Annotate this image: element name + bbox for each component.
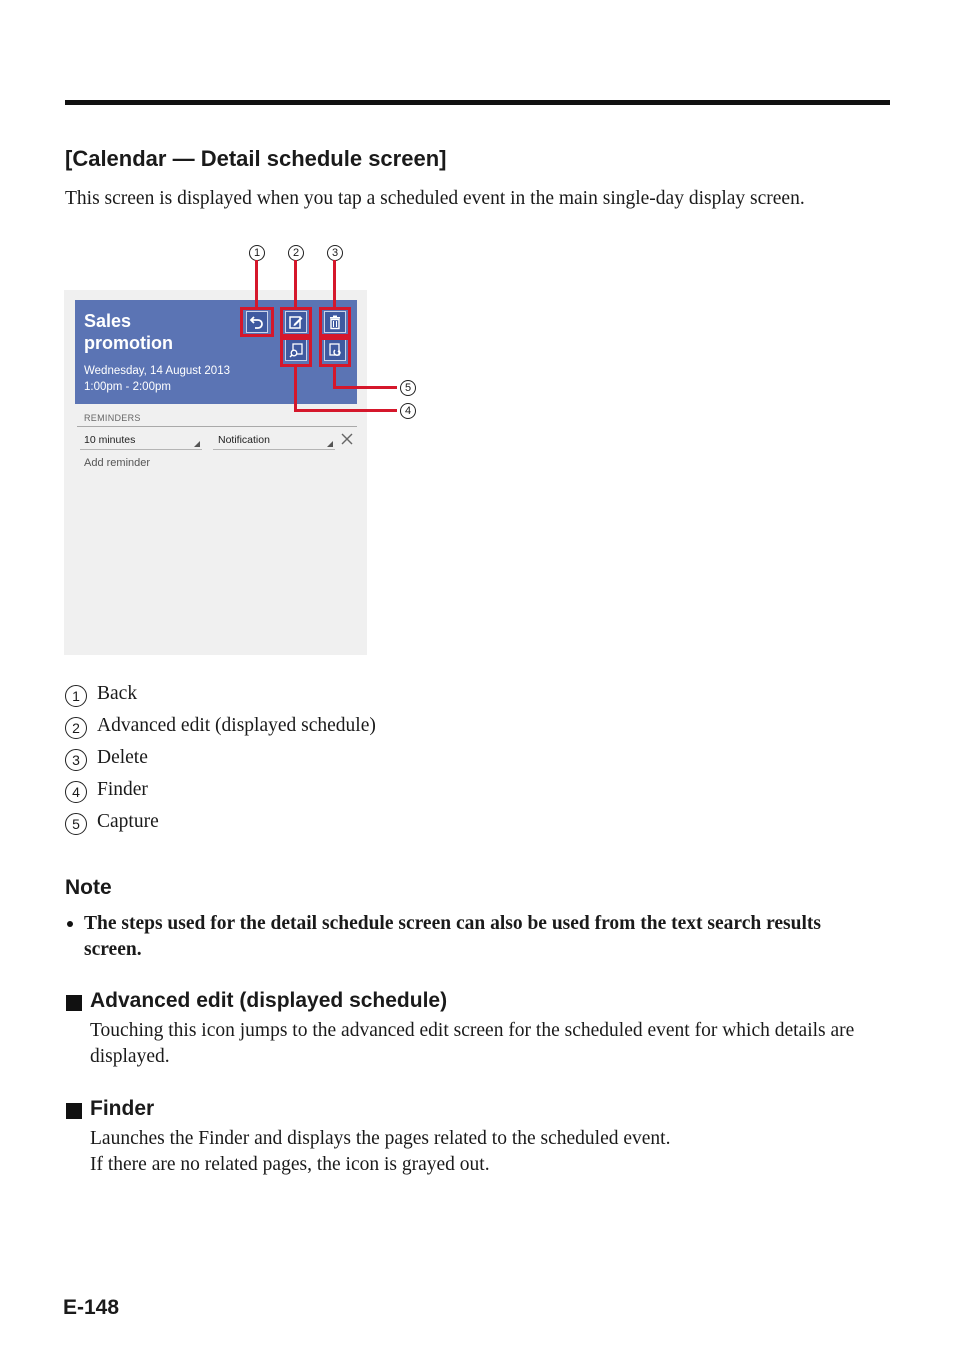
leader-back	[255, 260, 258, 308]
finder-heading: Finder	[90, 1097, 155, 1120]
legend-item	[65, 779, 376, 811]
page-number: E-148	[63, 1296, 120, 1319]
legend-number: 1	[65, 685, 87, 707]
leader-capture-h	[333, 386, 397, 389]
legend-number: 2	[65, 717, 87, 739]
event-title: Sales promotion	[84, 311, 173, 353]
intro-text: This screen is displayed when you tap a scheduled event in the main single-day display screen.	[65, 188, 805, 209]
legend-number: 5	[65, 813, 87, 835]
legend-number: 4	[65, 781, 87, 803]
leader-finder-h	[294, 409, 397, 412]
square-bullet-icon	[66, 1103, 82, 1119]
callout-5: 5	[400, 380, 416, 396]
reminder-time-dropdown[interactable]	[80, 430, 202, 450]
event-date: Wednesday, 14 August 2013	[84, 365, 230, 377]
advanced-edit-heading: Advanced edit (displayed schedule)	[90, 989, 448, 1012]
reminder-method-dropdown[interactable]	[213, 430, 335, 450]
legend-label: Delete	[97, 747, 148, 768]
callout-2: 2	[288, 245, 304, 261]
reminder-time-value: 10 minutes	[84, 434, 136, 446]
legend-item	[65, 811, 376, 843]
bullet-icon	[67, 921, 73, 927]
finder-text-line1: Launches the Finder and displays the pages related to the scheduled event.	[90, 1128, 671, 1149]
reminders-divider	[77, 426, 357, 427]
callout-1: 1	[249, 245, 265, 261]
dropdown-arrow-icon	[194, 441, 200, 447]
callout-legend	[65, 683, 376, 843]
reminders-label: REMINDERS	[84, 413, 141, 423]
remove-reminder-icon[interactable]	[340, 432, 354, 446]
leader-advanced-edit	[294, 260, 297, 308]
finder-text-line2: If there are no related pages, the icon is grayed out.	[90, 1154, 490, 1175]
highlight-capture	[319, 337, 351, 367]
leader-finder-v	[294, 366, 297, 412]
dropdown-arrow-icon	[327, 441, 333, 447]
square-bullet-icon	[66, 995, 82, 1011]
leader-delete	[333, 260, 336, 308]
event-time: 1:00pm - 2:00pm	[84, 381, 171, 393]
legend-item	[65, 683, 376, 715]
legend-item	[65, 747, 376, 779]
advanced-edit-text: Touching this icon jumps to the advanced edit screen for the scheduled event for which details are displayed.	[90, 1020, 855, 1067]
highlight-delete	[319, 307, 351, 337]
top-rule	[65, 100, 890, 105]
note-heading: Note	[65, 876, 112, 899]
highlight-finder	[280, 337, 312, 367]
callout-3: 3	[327, 245, 343, 261]
legend-label: Back	[97, 683, 138, 704]
highlight-back	[240, 307, 274, 337]
legend-label: Capture	[97, 811, 159, 832]
section-title: [Calendar — Detail schedule screen]	[65, 146, 447, 171]
add-reminder-link[interactable]: Add reminder	[84, 457, 151, 469]
reminder-method-value: Notification	[218, 434, 270, 446]
callout-4: 4	[400, 403, 416, 419]
legend-label: Advanced edit (displayed schedule)	[97, 715, 376, 736]
legend-item	[65, 715, 376, 747]
legend-number: 3	[65, 749, 87, 771]
note-text: The steps used for the detail schedule screen can also be used from the text search results screen.	[84, 913, 821, 960]
legend-label: Finder	[97, 779, 148, 800]
highlight-advanced-edit	[280, 307, 312, 337]
